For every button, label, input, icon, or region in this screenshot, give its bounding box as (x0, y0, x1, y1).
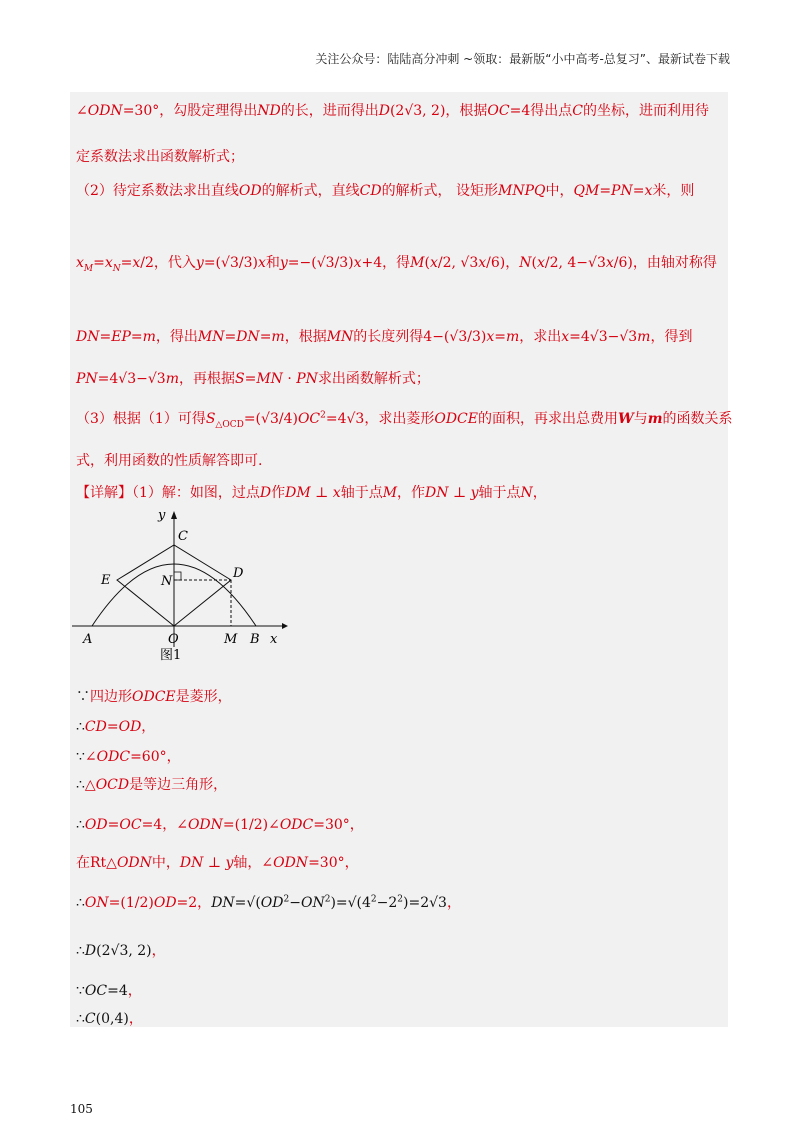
label-n: N (161, 574, 173, 589)
analysis-line-6: PN=4√3−√3m，再根据S=MN · PN求出函数解析式； (76, 371, 430, 387)
label-d: D (233, 566, 244, 581)
step-9: ∵OC=4， (76, 983, 142, 999)
geometry-figure (70, 505, 300, 665)
step-4: ∴△OCD是等边三角形， (76, 777, 228, 793)
step-1: ∵四边形ODCE是菱形， (76, 689, 232, 705)
step-2: ∴CD=OD， (76, 719, 156, 735)
label-x: x (270, 632, 278, 647)
label-c: C (178, 529, 188, 544)
figure-caption: 图1 (160, 648, 182, 663)
detail-line: 【详解】（1）解：如图，过点D作DM ⊥ x轴于点M，作DN ⊥ y轴于点N， (76, 485, 547, 501)
analysis-line-1: ∠ODN=30°，勾股定理得出ND的长，进而得出D(2√3, 2)，根据OC=4得出点C的坐标，进而利用待 (76, 103, 709, 119)
label-m: M (224, 632, 238, 647)
step-10: ∴C(0,4)， (76, 1011, 143, 1027)
step-6: 在Rt△ODN中，DN ⊥ y轴，∠ODN=30°， (76, 855, 359, 871)
solution-content (70, 92, 733, 1027)
label-y: y (158, 508, 166, 523)
step-5: ∴OD=OC=4，∠ODN=(1/2)∠ODC=30°， (76, 817, 364, 833)
analysis-line-4: $x_M=x_N=x/2$，代入y=(√3/3)x和y=−(√3/3)x+4，得M(x/2, √3x/6)，N(x/2, 4−√3x/6)，由轴对称得 (76, 255, 717, 274)
analysis-line-2: 定系数法求出函数解析式； (76, 149, 244, 165)
y-axis-arrow (171, 511, 177, 519)
analysis-line-5: DN=EP=m，得出MN=DN=m，根据MN的长度列得4−(√3/3)x=m，求出x=4√3−√3m，得到 (76, 329, 693, 345)
analysis-line-3: （2）待定系数法求出直线OD的解析式，直线CD的解析式， 设矩形MNPQ中，QM=PN=x米，则 (76, 183, 695, 199)
x-axis-arrow (282, 623, 288, 629)
label-e: E (101, 573, 111, 588)
page-header: 关注公众号：陆陆高分冲刺 ~领取：最新版“小中高考-总复习”、最新试卷下载 (315, 52, 730, 66)
label-o: O (168, 632, 179, 647)
analysis-line-8: 式，利用函数的性质解答即可. (76, 453, 263, 469)
analysis-line-7: （3）根据（1）可得$S_{\triangle OCD}=(√3/4)OC^2=4√3$，求出菱形ODCE的面积，再求出总费用W与m的函数关系 (76, 410, 733, 430)
step-7: ∴ON=(1/2)OD=2，$DN=√(OD^2-ON^2)=√(4^2-2^2)=2√3$， (76, 894, 461, 911)
label-b: B (250, 632, 260, 647)
right-angle-mark (174, 572, 181, 580)
page-number: 105 (70, 1102, 93, 1116)
label-a: A (83, 632, 93, 647)
step-8: ∴D(2√3, 2)， (76, 943, 166, 959)
step-3: ∵∠ODC=60°， (76, 749, 181, 765)
